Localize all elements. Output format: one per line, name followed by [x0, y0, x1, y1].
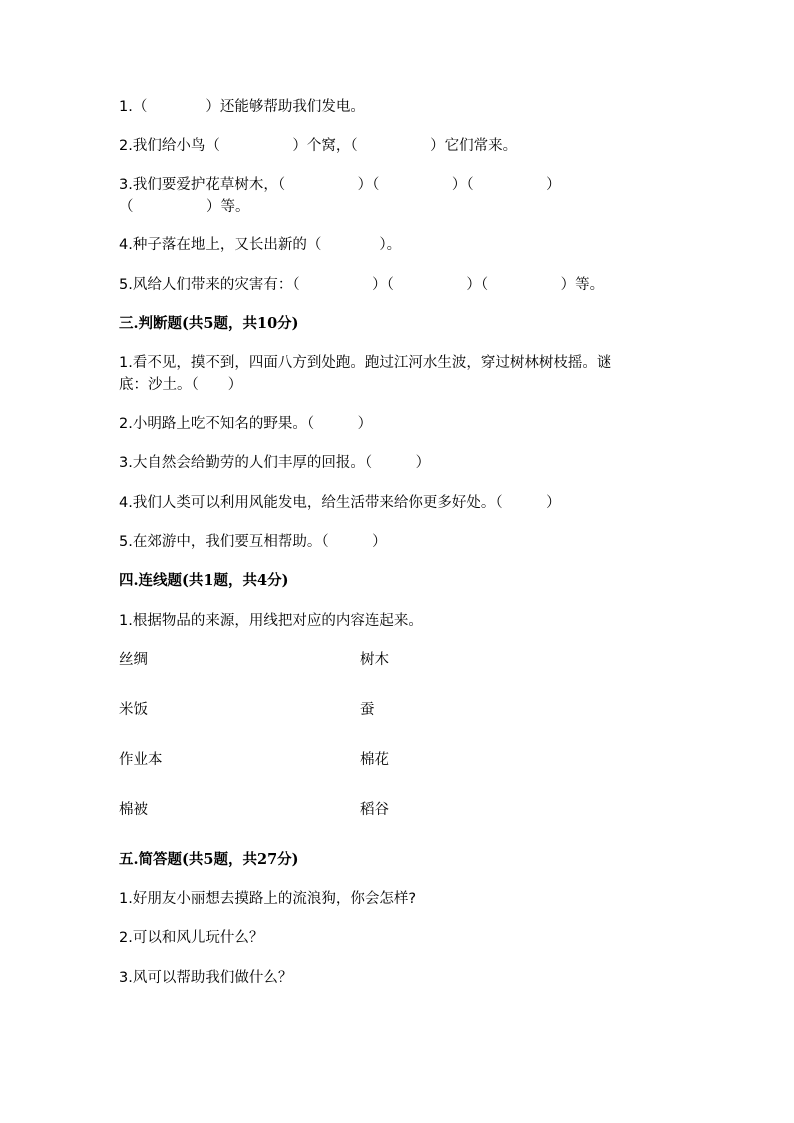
judgement-item-1: 1.看不见，摸不到，四面八方到处跑。跑过江河水生波，穿过树林树枝摇。谜	[119, 355, 612, 371]
short-answer-item-2: 2.可以和风儿玩什么？	[119, 930, 264, 946]
match-left-2: 米饭	[119, 702, 148, 718]
judgement-item-1-cont: 底：沙土。（ ）	[119, 377, 243, 393]
judgement-item-2: 2.小明路上吃不知名的野果。（ ）	[119, 416, 373, 432]
match-left-1: 丝绸	[119, 652, 148, 668]
fill-blank-item-3: 3.我们要爱护花草树木，（ ）（ ）（ ）	[119, 177, 561, 193]
matching-question: 1.根据物品的来源，用线把对应的内容连起来。	[119, 613, 423, 629]
fill-blank-item-3-cont: （ ）等。	[119, 199, 250, 215]
match-right-1: 树木	[360, 652, 389, 668]
match-right-2: 蚕	[360, 702, 375, 718]
match-left-3: 作业本	[119, 752, 163, 768]
short-answer-item-1: 1.好朋友小丽想去摸路上的流浪狗，你会怎样?	[119, 891, 417, 907]
match-left-4: 棉被	[119, 802, 148, 818]
section-heading-matching: 四.连线题(共1题，共4分)	[119, 572, 289, 589]
short-answer-item-3: 3.风可以帮助我们做什么？	[119, 970, 293, 986]
fill-blank-item-1: 1.（ ）还能够帮助我们发电。	[119, 99, 365, 115]
fill-blank-item-4: 4.种子落在地上，又长出新的（ ）。	[119, 237, 402, 253]
fill-blank-item-5: 5.风给人们带来的灾害有：（ ）（ ）（ ）等。	[119, 277, 605, 293]
match-right-4: 稻谷	[360, 802, 389, 818]
judgement-item-4: 4.我们人类可以利用风能发电，给生活带来给你更多好处。（ ）	[119, 495, 561, 511]
judgement-item-5: 5.在郊游中，我们要互相帮助。（ ）	[119, 534, 387, 550]
judgement-item-3: 3.大自然会给勤劳的人们丰厚的回报。（ ）	[119, 455, 431, 471]
match-right-3: 棉花	[360, 752, 389, 768]
section-heading-short-answer: 五.简答题(共5题，共27分)	[119, 851, 299, 868]
fill-blank-item-2: 2.我们给小鸟（ ）个窝，（ ）它们常来。	[119, 138, 518, 154]
section-heading-judgement: 三.判断题(共5题，共10分)	[119, 315, 299, 332]
